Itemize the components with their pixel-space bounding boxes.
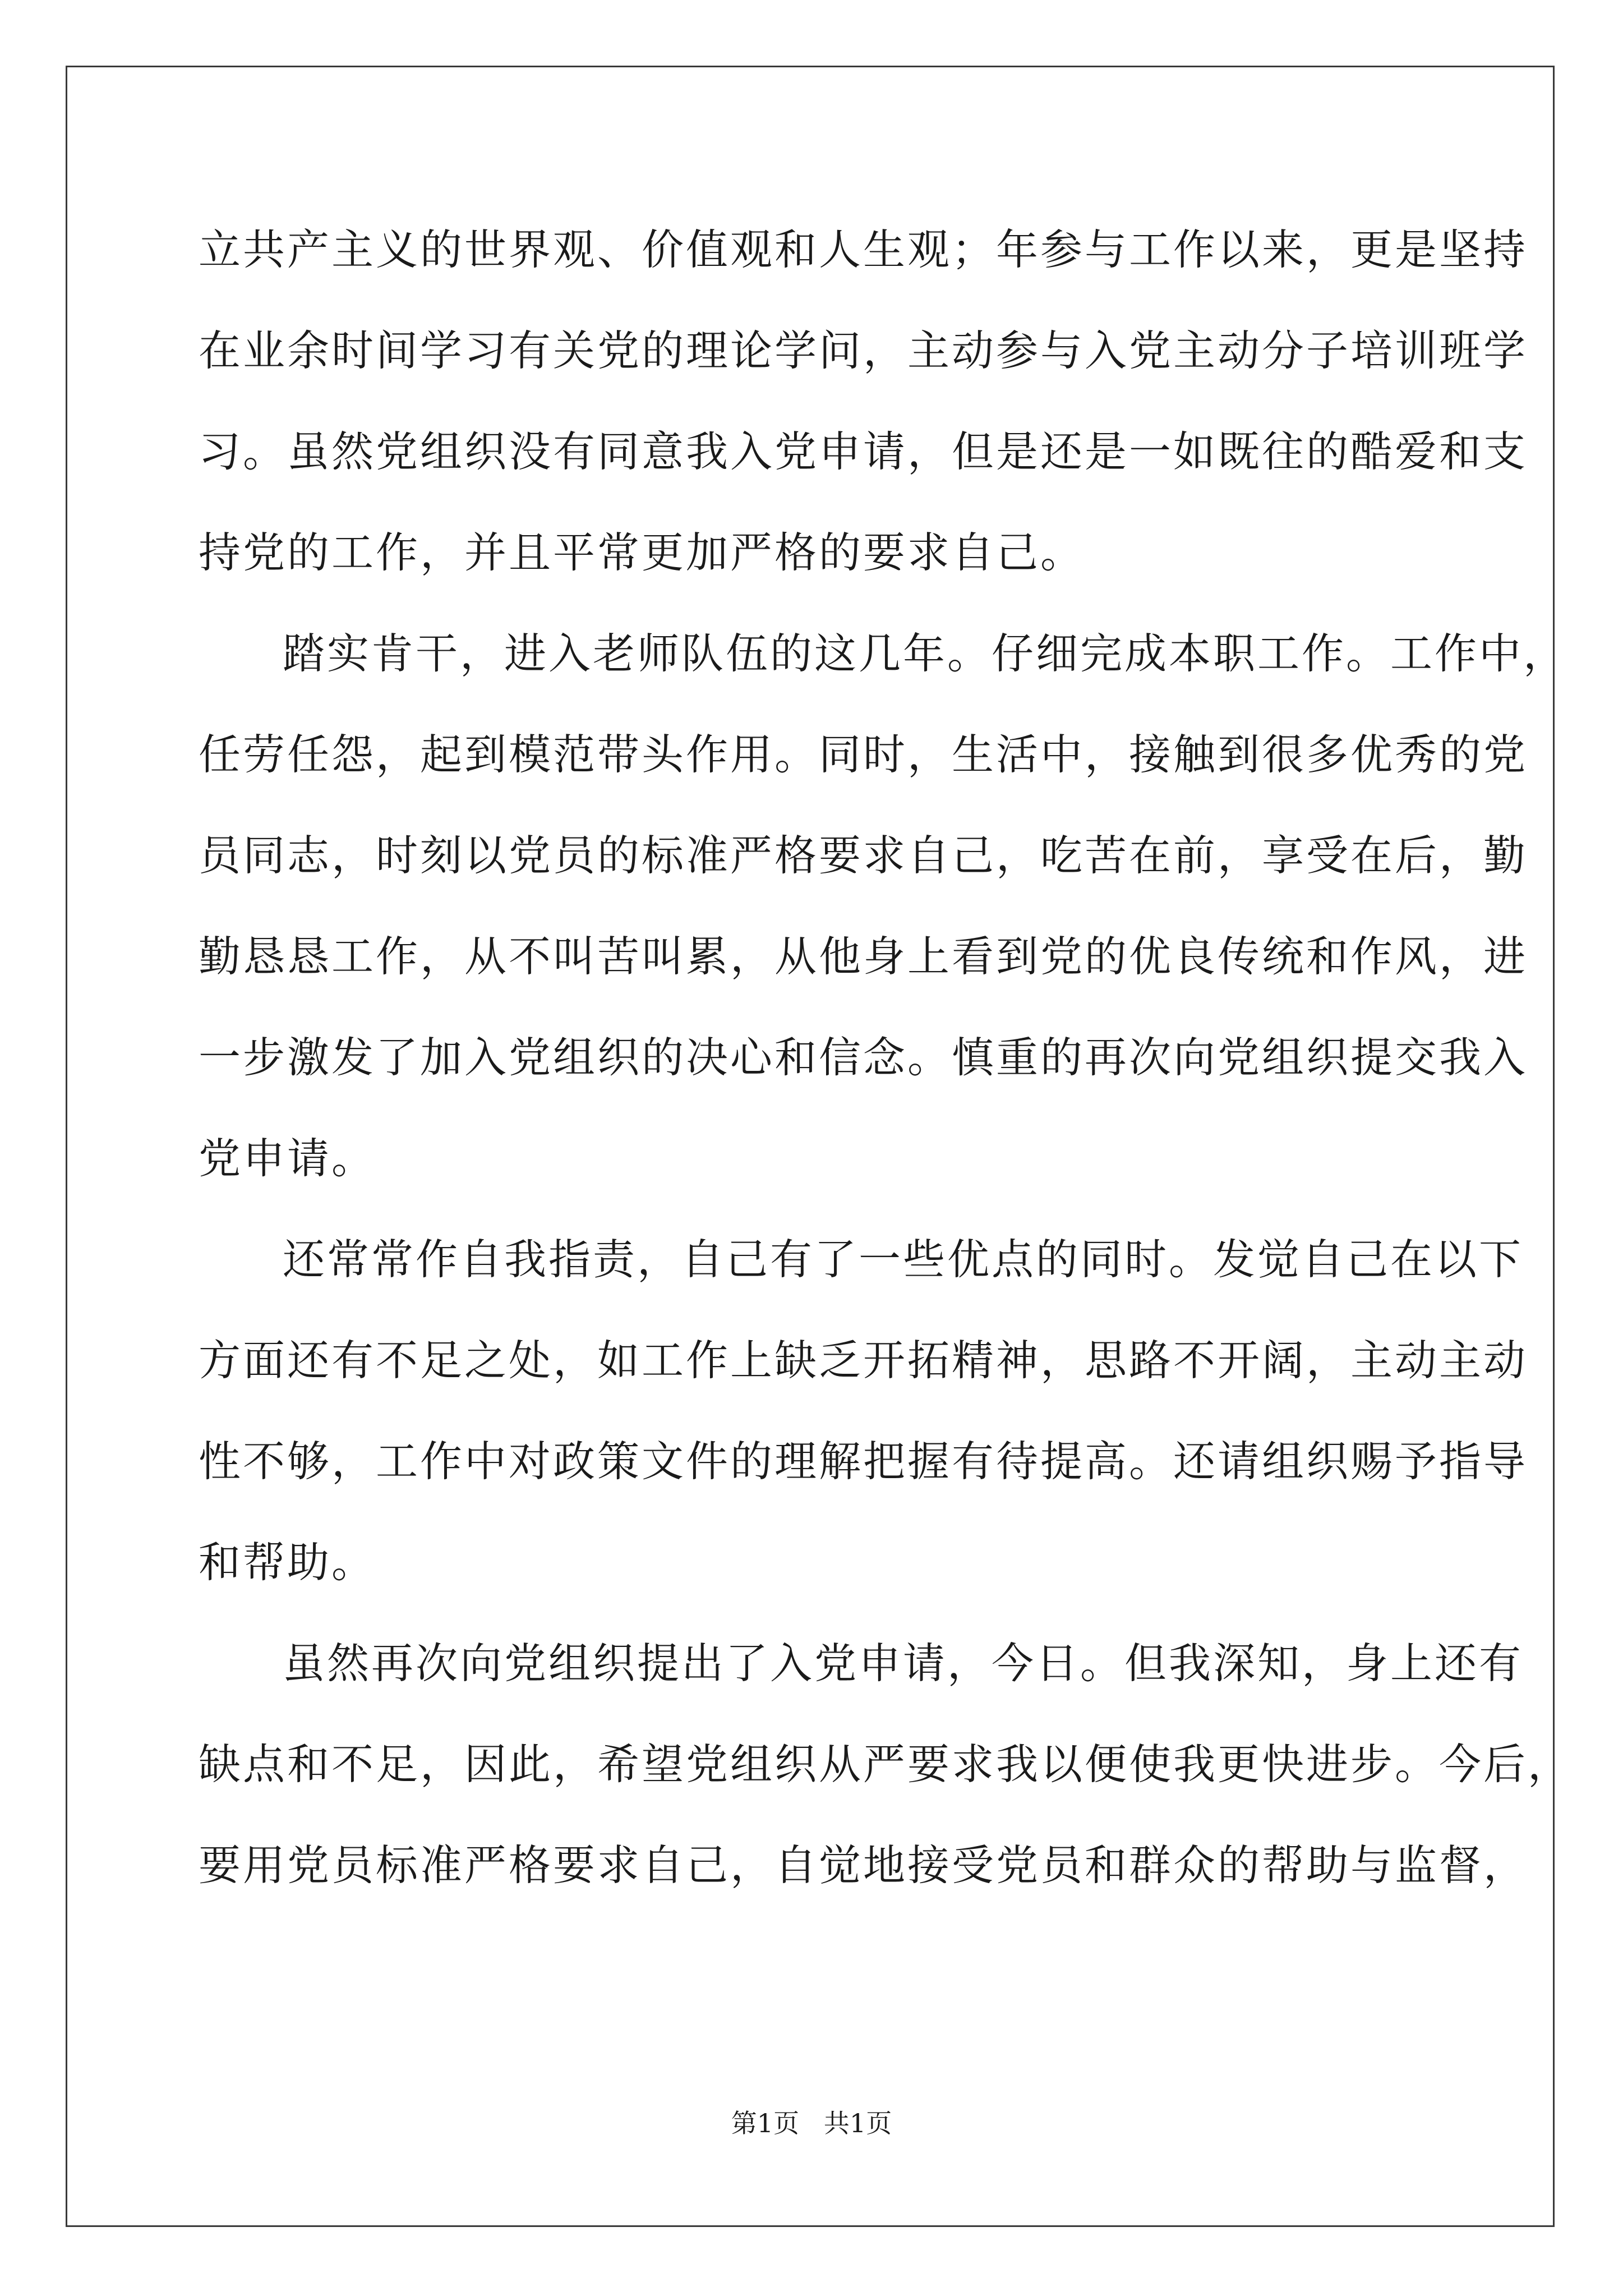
- text-line: 员同志，时刻以党员的标准严格要求自己，吃苦在前，享受在后，勤: [199, 831, 1528, 880]
- text-line: 在业余时间学习有关党的理论学问，主动参与入党主动分子培训班学: [199, 326, 1528, 375]
- text-line: 习。虽然党组织没有同意我入党申请，但是还是一如既往的酷爱和支: [199, 427, 1528, 476]
- text-line: 立共产主义的世界观、价值观和人生观；年参与工作以来，更是坚持: [199, 225, 1528, 274]
- paragraph-first-line: 虽然再次向党组织提出了入党申请，今日。但我深知，身上还有: [283, 1639, 1524, 1688]
- text-line: 一步激发了加入党组织的决心和信念。慎重的再次向党组织提交我入: [199, 1033, 1528, 1082]
- text-line: 要用党员标准严格要求自己，自觉地接受党员和群众的帮助与监督，: [199, 1841, 1528, 1890]
- text-line: 任劳任怨，起到模范带头作用。同时，生活中，接触到很多优秀的党: [199, 730, 1528, 779]
- text-line: 方面还有不足之处，如工作上缺乏开拓精神，思路不开阔，主动主动: [199, 1336, 1528, 1385]
- paragraph-first-line: 还常常作自我指责，自己有了一些优点的同时。发觉自己在以下: [283, 1235, 1524, 1284]
- text-line: 党申请。: [199, 1134, 376, 1183]
- text-line: 持党的工作，并且平常更加严格的要求自己。: [199, 528, 1085, 577]
- text-line: 和帮助。: [199, 1538, 376, 1587]
- paragraph-first-line: 踏实肯干，进入老师队伍的这几年。仔细完成本职工作。工作中，: [283, 629, 1568, 678]
- text-line: 勤恳恳工作，从不叫苦叫累，从他身上看到党的优良传统和作风，进: [199, 932, 1528, 981]
- page-number-footer: 第1页 共1页: [731, 2108, 892, 2138]
- text-line: 性不够，工作中对政策文件的理解把握有待提高。还请组织赐予指导: [199, 1437, 1528, 1486]
- text-line: 缺点和不足，因此，希望党组织从严要求我以便使我更快进步。今后，: [199, 1740, 1573, 1789]
